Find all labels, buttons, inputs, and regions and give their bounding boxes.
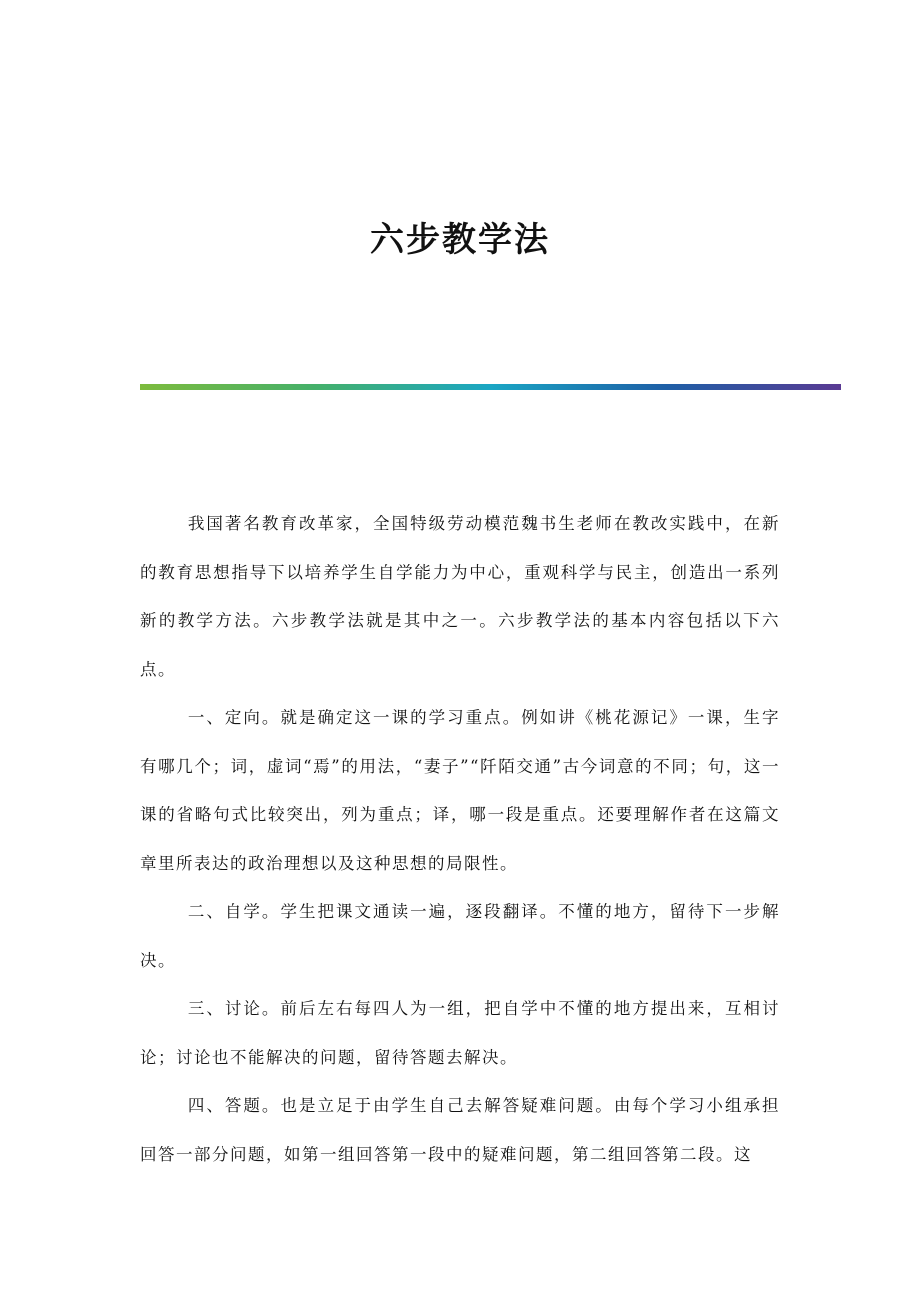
document-body [140,500,780,1179]
document-title: 六步教学法 [370,220,550,260]
paragraph-step-4: 四、答题。也是立足于由学生自己去解答疑难问题。由每个学习小组承担回答一部分问题，如第一组回答第一段中的疑难问题，第二组回答第二段。这 [140,1096,780,1164]
paragraph-step-3: 三、讨论。前后左右每四人为一组，把自学中不懂的地方提出来，互相讨论；讨论也不能解决的问题，留待答题去解决。 [140,999,780,1067]
paragraph-step-1: 一、定向。就是确定这一课的学习重点。例如讲《桃花源记》一课，生字有哪几个；词，虚词“焉”的用法，“妻子”“阡陌交通”古今词意的不同；句，这一课的省略句式比较突出，列为重点；译，哪一段是重点。还要理解作者在这篇文章里所表达的政治理想以及这种思想的局限性。 [140,708,780,873]
paragraph-step-2: 二、自学。学生把课文通读一遍，逐段翻译。不懂的地方，留待下一步解决。 [140,902,780,970]
paragraph-intro: 我国著名教育改革家，全国特级劳动模范魏书生老师在教改实践中，在新的教育思想指导下以培养学生自学能力为中心，重观科学与民主，创造出一系列新的教学方法。六步教学法就是其中之一。六步教学法的基本内容包括以下六点。 [140,514,780,679]
gradient-divider [140,384,841,390]
